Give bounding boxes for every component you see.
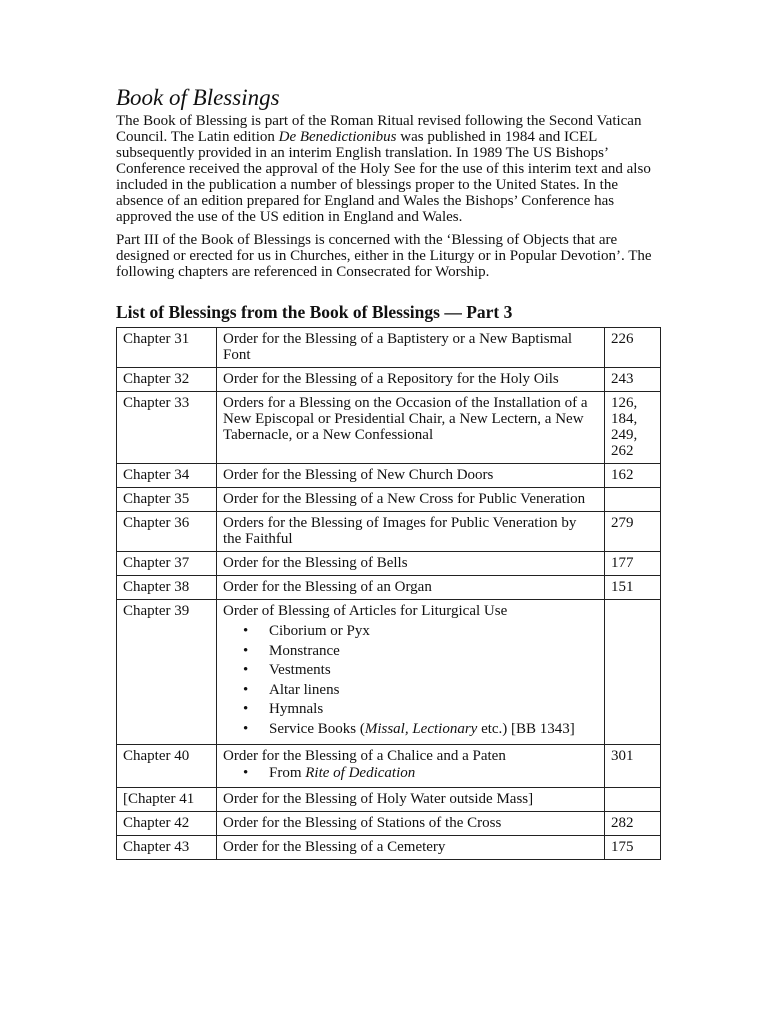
- blessings-table: [116, 327, 661, 860]
- reference-cell: 151: [605, 576, 661, 600]
- chapter-cell: Chapter 32: [117, 368, 217, 392]
- blessing-title-cell: Orders for the Blessing of Images for Public Veneration by the Faithful: [217, 512, 605, 552]
- list-heading: List of Blessings from the Book of Blessings — Part 3: [116, 302, 513, 322]
- list-item: • Monstrance: [243, 642, 598, 662]
- reference-cell: [605, 788, 661, 812]
- document-page: [116, 84, 661, 860]
- intro-paragraph-2: Part III of the Book of Blessings is concerned with the ‘Blessing of Objects that are designed or erected for us in Churches, either in the Liturgy or in Popular Devotion’. The following chapters are referenced in Consecrated for Worship.: [116, 232, 652, 280]
- reference-cell: [605, 600, 661, 745]
- intro-p1-text-a: The Book of Blessing is part of the Roman Ritual revised following the Second Vatican Council. The Latin edition: [116, 113, 642, 145]
- reference-cell: 279: [605, 512, 661, 552]
- document-title: Book of Blessings: [116, 85, 280, 110]
- chapter-cell: Chapter 39: [117, 600, 217, 745]
- table-row: [117, 328, 661, 368]
- chapter-cell: Chapter 35: [117, 488, 217, 512]
- list-item-italic: Rite of Dedication: [305, 764, 416, 781]
- blessing-title-cell: Order for the Blessing of a Repository for the Holy Oils: [217, 368, 605, 392]
- blessing-title-cell: [217, 744, 605, 788]
- blessing-title-cell: Order for the Blessing of a Cemetery: [217, 836, 605, 860]
- sub-item-list: [223, 764, 598, 784]
- reference-cell: 243: [605, 368, 661, 392]
- intro-p1-text-b: was published in 1984 and ICEL subsequently provided in an interim English translation. In 1989 The US Bishops’ Conference received the approval of the Holy See for the use of this interim text and also included in the publication a number of blessings proper to the United States. In the absence of an edition prepared for England and Wales the Bishops’ Conference has approved the use of the US edition in England and Wales.: [116, 129, 651, 225]
- blessing-title: Order for the Blessing of a Chalice and a Paten: [223, 747, 506, 764]
- list-item-prefix: Service Books (: [269, 720, 365, 737]
- blessing-title-cell: Order for the Blessing of an Organ: [217, 576, 605, 600]
- article-list: [223, 622, 598, 740]
- list-item-italic: Missal, Lectionary: [364, 720, 478, 737]
- reference-cell: [605, 488, 661, 512]
- table-row: [117, 836, 661, 860]
- list-item: • Ciborium or Pyx: [243, 622, 598, 642]
- chapter-cell: Chapter 42: [117, 812, 217, 836]
- chapter-cell: Chapter 31: [117, 328, 217, 368]
- blessing-title-cell: Order for the Blessing of New Church Doors: [217, 464, 605, 488]
- list-item: • Vestments: [243, 661, 598, 681]
- reference-cell: 126, 184, 249, 262: [605, 392, 661, 464]
- blessing-title-cell: [217, 600, 605, 745]
- list-item: • Altar linens: [243, 681, 598, 701]
- chapter-cell: Chapter 33: [117, 392, 217, 464]
- blessing-title-cell: Order for the Blessing of a Baptistery or a New Baptismal Font: [217, 328, 605, 368]
- chapter-cell: Chapter 34: [117, 464, 217, 488]
- blessing-title-cell: Orders for a Blessing on the Occasion of the Installation of a New Episcopal or Presidential Chair, a New Lectern, a New Tabernacle, or a New Confessional: [217, 392, 605, 464]
- list-item: [243, 720, 598, 740]
- blessing-title: Order of Blessing of Articles for Liturgical Use: [223, 603, 508, 619]
- chapter-cell: Chapter 40: [117, 744, 217, 788]
- table-row: [117, 600, 661, 745]
- chapter-cell: Chapter 38: [117, 576, 217, 600]
- intro-paragraph-1: [116, 113, 661, 225]
- table-row: [117, 812, 661, 836]
- blessing-title-cell: Order for the Blessing of a New Cross for Public Veneration: [217, 488, 605, 512]
- table-row: [117, 464, 661, 488]
- table-row: [117, 576, 661, 600]
- blessing-title-cell: Order for the Blessing of Holy Water outside Mass]: [217, 788, 605, 812]
- reference-cell: 282: [605, 812, 661, 836]
- table-row: [117, 744, 661, 788]
- reference-cell: 162: [605, 464, 661, 488]
- reference-cell: 175: [605, 836, 661, 860]
- latin-title: De Benedictionibus: [278, 129, 397, 145]
- table-row: [117, 392, 661, 464]
- chapter-cell: Chapter 37: [117, 552, 217, 576]
- chapter-cell: Chapter 43: [117, 836, 217, 860]
- table-row: [117, 552, 661, 576]
- table-row: [117, 368, 661, 392]
- list-item: [243, 764, 598, 784]
- list-item-prefix: From: [269, 764, 306, 781]
- blessing-title-cell: Order for the Blessing of Bells: [217, 552, 605, 576]
- table-row: [117, 788, 661, 812]
- reference-cell: 301: [605, 744, 661, 788]
- table-row: [117, 512, 661, 552]
- blessing-title-cell: Order for the Blessing of Stations of the Cross: [217, 812, 605, 836]
- chapter-cell: [Chapter 41: [117, 788, 217, 812]
- reference-cell: 226: [605, 328, 661, 368]
- table-row: [117, 488, 661, 512]
- reference-cell: 177: [605, 552, 661, 576]
- chapter-cell: Chapter 36: [117, 512, 217, 552]
- list-item: • Hymnals: [243, 700, 598, 720]
- list-item-suffix: etc.) [BB 1343]: [477, 720, 575, 737]
